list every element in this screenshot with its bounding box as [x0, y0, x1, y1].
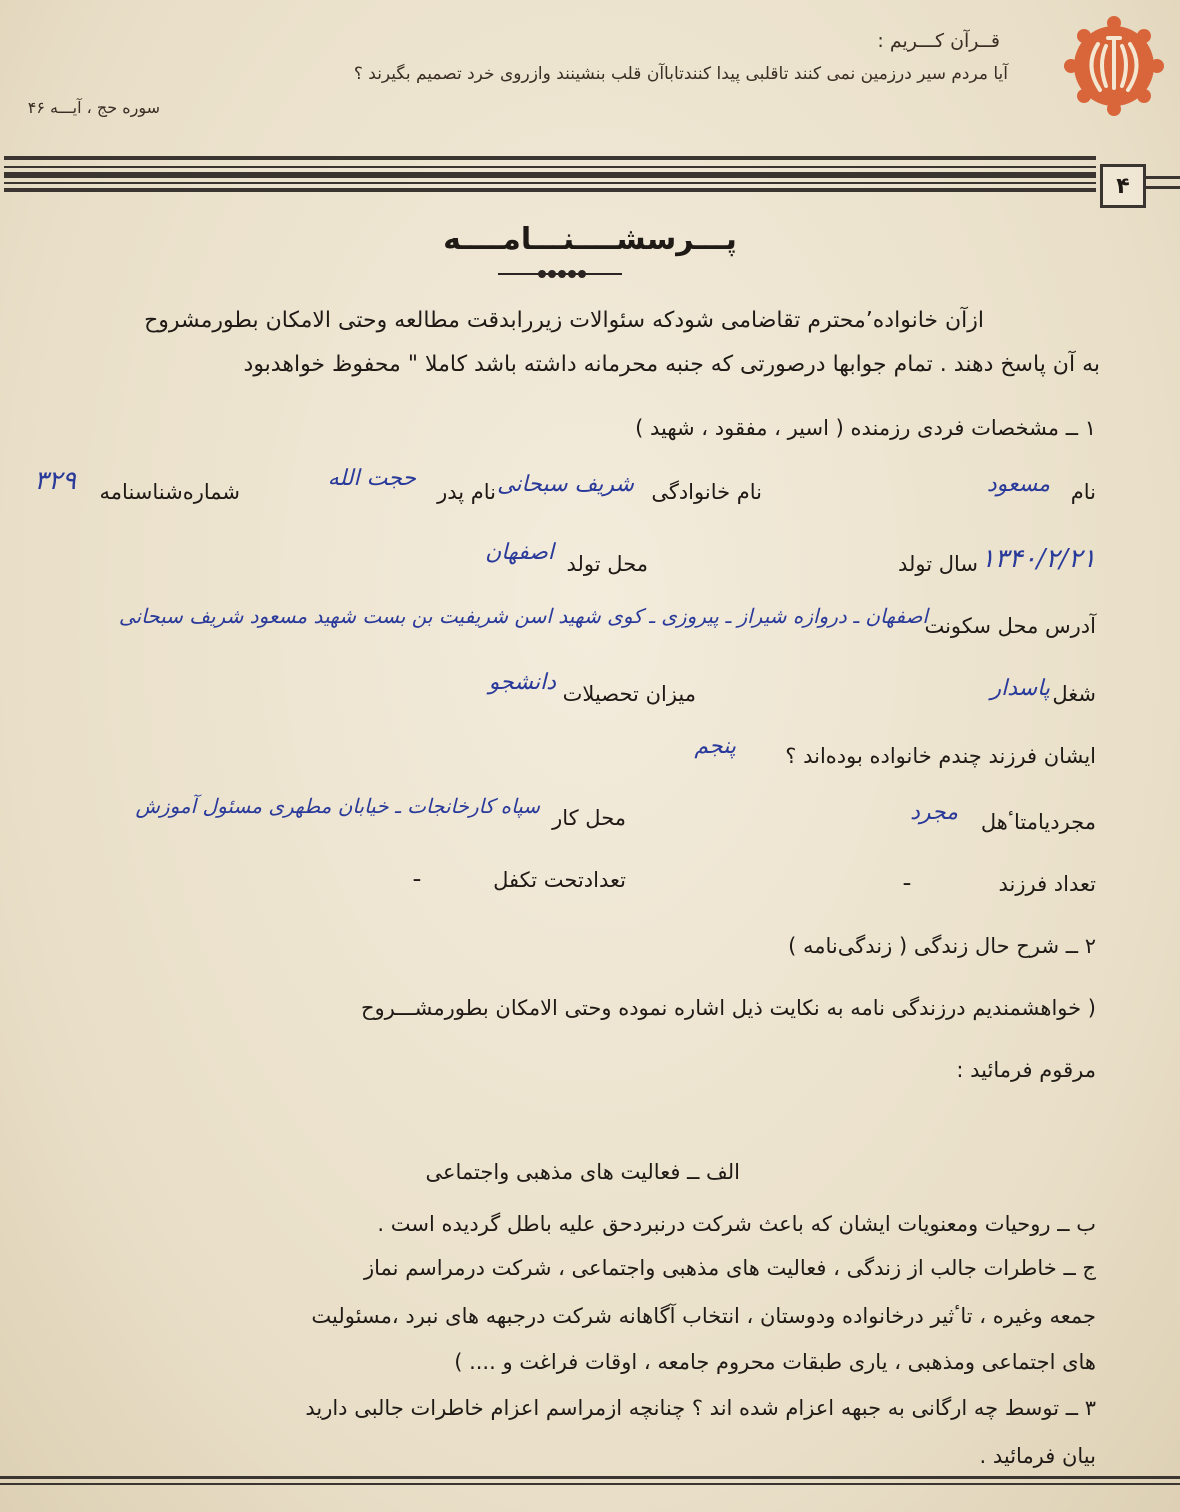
dependents-label: تعدادتحت تکفل [493, 868, 626, 892]
intro-line: ازآن خانواده٬محترم تقاضامی شودکه سئوالات زيررابدقت مطالعه وحتی الامکان بطورمشروح [144, 308, 984, 333]
children-label: تعداد فرزند [998, 872, 1096, 896]
birth-year-label: سال تولد [897, 552, 978, 576]
father-value: حجت الله [327, 466, 416, 491]
iran-emblem-icon [1062, 14, 1166, 118]
item-a: الف ــ فعالیت های مذهبی واجتماعی [425, 1160, 740, 1184]
name-value: مسعود [986, 472, 1050, 497]
quran-verse: آيا مردم سير درزمين نمى كنند تاقلبى پيدا كنندتاباآن قلب بنشينند وازروى خرد تصميم بگيرند ؟ [353, 64, 1008, 84]
workplace-value: سپاه کارخانجات ـ خیابان مطهری مسئول آموزش [135, 794, 540, 818]
birth-place-value: اصفهان [485, 540, 554, 565]
children-value: ـ [903, 866, 910, 890]
child-order-value: پنجم [694, 734, 736, 759]
education-value: دانشجو [488, 670, 556, 695]
marital-label: مجردیامتاٴهل [980, 810, 1096, 834]
family-value: شريف سبحانی [497, 472, 634, 497]
birth-year-value: ۱۳۴۰/۲/۲۱ [980, 544, 1096, 574]
header-divider [4, 156, 1096, 194]
id-label: شماره‌شناسنامه [99, 480, 240, 504]
item-c: های اجتماعی ومذهبی ، یاری طبقات محروم جامعه ، اوقات فراغت و .... ) [454, 1350, 1096, 1374]
education-label: میزان تحصیلات [562, 682, 696, 706]
child-order-label: ایشان فرزند چندم خانواده بوده‌اند ؟ [785, 744, 1096, 768]
page-title: پـــرسشــــنـــامــــه [443, 222, 737, 257]
footer-divider [0, 1470, 1180, 1490]
section2-request: ( خواهشمندیم درزندگی نامه به نکایت ذیل اشاره نموده وحتی الامکان بطورمشـــروح [360, 996, 1096, 1020]
item-b: ب ــ روحیات ومعنویات ایشان که باعث شرکت درنبردحق علیه باطل گردیده است . [377, 1212, 1096, 1236]
divider-stub [1143, 176, 1180, 179]
family-label: نام خانوادگی [651, 480, 762, 504]
title-ornament-icon [498, 264, 622, 284]
job-label: شغل [1052, 682, 1096, 706]
address-label: آدرس محل سکونت [924, 614, 1096, 638]
item-c: ج ــ خاطرات جالب از زندگی ، فعالیت های مذهبی واجتماعی ، شرکت درمراسم نماز [364, 1256, 1096, 1280]
job-value: پاسدار [990, 676, 1050, 701]
quran-heading: قــرآن كـــريم : [877, 30, 1000, 52]
item-c: جمعه وغیره ، تاٴثیر درخانواده ودوستان ، انتخاب آگاهانه شرکت درجبهه های نبرد ،مسئولیت [311, 1304, 1096, 1328]
marital-value: مجرد [910, 800, 958, 825]
workplace-label: محل کار [552, 806, 626, 830]
divider-stub [1143, 186, 1180, 189]
section3-question: ٣ ــ توسط چه ارگانی به جبهه اعزام شده اند ؟ چنانچه ازمراسم اعزام خاطرات جالبی دارید [305, 1396, 1096, 1420]
address-value: اصفهان ـ دروازه شیراز ـ پیروزی ـ کوی شهید اسن شریفیت بن بست شهید مسعود شریف سبحانی [118, 604, 928, 628]
intro-line: به آن پاسخ دهند . تمام جوابها درصورتی که جنبه محرمانه داشته باشد کاملا " محفوظ خواهدبود [243, 352, 1100, 377]
name-label: نام [1070, 480, 1096, 504]
section1-title: ١ ــ مشخصات فردی رزمنده ( اسير ، مفقود ، شهيد ) [635, 416, 1096, 440]
verse-reference: سوره حج ، آيـــه ۴۶ [27, 98, 160, 117]
id-value: ۳۲۹ [34, 466, 76, 496]
section2-request: مرقوم فرمائید : [956, 1058, 1096, 1082]
section2-title: ٢ ــ شرح حال زندگی ( زندگی‌نامه ) [788, 934, 1096, 958]
birth-place-label: محل تولد [566, 552, 648, 576]
dependents-value: ـ [413, 862, 420, 886]
father-label: نام پدر [437, 480, 496, 504]
page-number: ۴ [1100, 164, 1146, 208]
section3-question: بیان فرمائید . [979, 1444, 1096, 1468]
